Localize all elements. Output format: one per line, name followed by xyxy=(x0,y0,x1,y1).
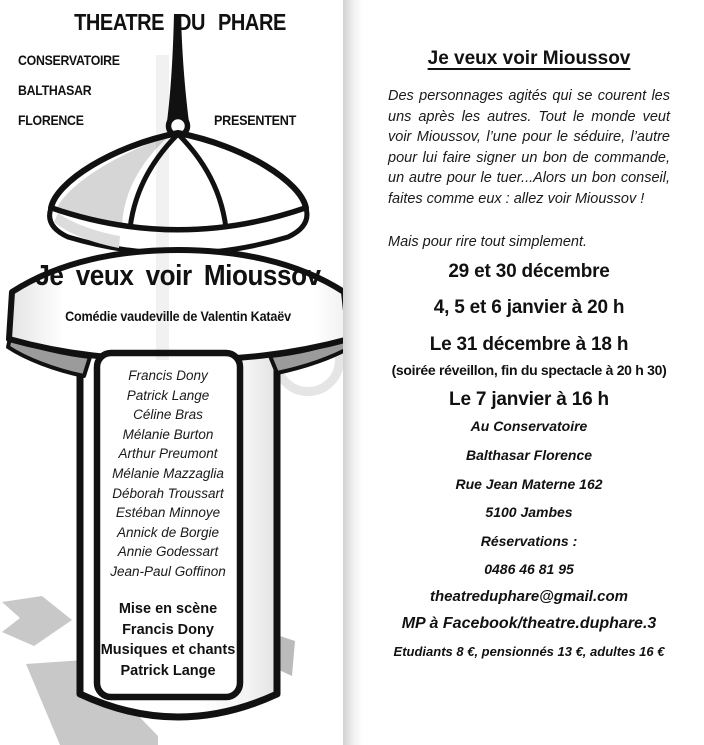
venue-name: Au Conservatoire xyxy=(470,418,588,434)
credits-block xyxy=(94,599,242,682)
schedule-line-3: Le 31 décembre à 18 h xyxy=(429,334,629,355)
cast-list xyxy=(94,366,242,582)
banner-title: Je veux voir Mioussov xyxy=(35,260,321,292)
poster-title: THEATRE DU PHARE xyxy=(74,9,286,35)
banner-subtitle: Comédie vaudeville de Valentin Kataëv xyxy=(65,308,291,324)
org-line-conservatoire: CONSERVATOIRE xyxy=(18,52,120,68)
reservations-label: Réservations : xyxy=(480,533,578,549)
cast-member: Annie Godessart xyxy=(117,544,219,560)
schedule-line-1: 29 et 30 décembre xyxy=(448,261,610,282)
credit-name: Patrick Lange xyxy=(120,663,216,680)
venue-name-2: Balthasar Florence xyxy=(465,447,593,463)
org-line-florence: FLORENCE xyxy=(18,112,84,128)
cast-member: Céline Bras xyxy=(133,407,203,423)
prices-line: Etudiants 8 €, pensionnés 13 €, adultes 16 € xyxy=(393,644,665,659)
cast-member: Arthur Preumont xyxy=(118,446,218,462)
facebook-line: MP à Facebook/theatre.duphare.3 xyxy=(401,615,657,632)
cast-member: Mélanie Burton xyxy=(122,426,214,442)
phone-number: 0486 46 81 95 xyxy=(484,561,574,577)
cast-member: Patrick Lange xyxy=(126,387,210,403)
cast-member: Estéban Minnoye xyxy=(115,505,221,521)
beam-chevron xyxy=(2,596,72,646)
venue-street: Rue Jean Materne 162 xyxy=(455,476,603,492)
cast-member: Déborah Troussart xyxy=(112,485,224,501)
cast-member: Francis Dony xyxy=(128,368,208,383)
synopsis-paragraph: Des personnages agités qui se courent les uns après les autres. Tout le monde veut voir Mioussov, l’une pour le séduire, l’autre pour lui faire signer un bon de commande, un autre pour le tuer...Alors un bon conseil, faites comme eux : allez voir Mioussov ! xyxy=(388,88,670,207)
show-heading: Je veux voir Mioussov xyxy=(427,48,631,69)
schedule-note: (soirée réveillon, fin du spectacle à 20 h 30) xyxy=(391,362,667,378)
scan-edge-shadow xyxy=(343,0,363,745)
cast-member: Jean-Paul Goffinon xyxy=(110,563,226,579)
details-panel xyxy=(388,0,670,745)
presents-label: PRESENTENT xyxy=(214,112,297,128)
credit-role: Musiques et chants xyxy=(100,642,236,659)
schedule-line-2: 4, 5 et 6 janvier à 20 h xyxy=(433,297,625,318)
credit-name: Francis Dony xyxy=(122,621,214,638)
email-address: theatreduphare@gmail.com xyxy=(429,588,628,605)
credit-role: Mise en scène xyxy=(118,601,218,617)
schedule-line-4: Le 7 janvier à 16 h xyxy=(449,389,609,410)
org-line-balthasar: BALTHASAR xyxy=(18,82,92,98)
cast-member: Annick de Borgie xyxy=(116,524,220,540)
cast-member: Mélanie Mazzaglia xyxy=(112,465,224,481)
tagline: Mais pour rire tout simplement. xyxy=(388,234,588,250)
venue-city: 5100 Jambes xyxy=(485,504,573,520)
